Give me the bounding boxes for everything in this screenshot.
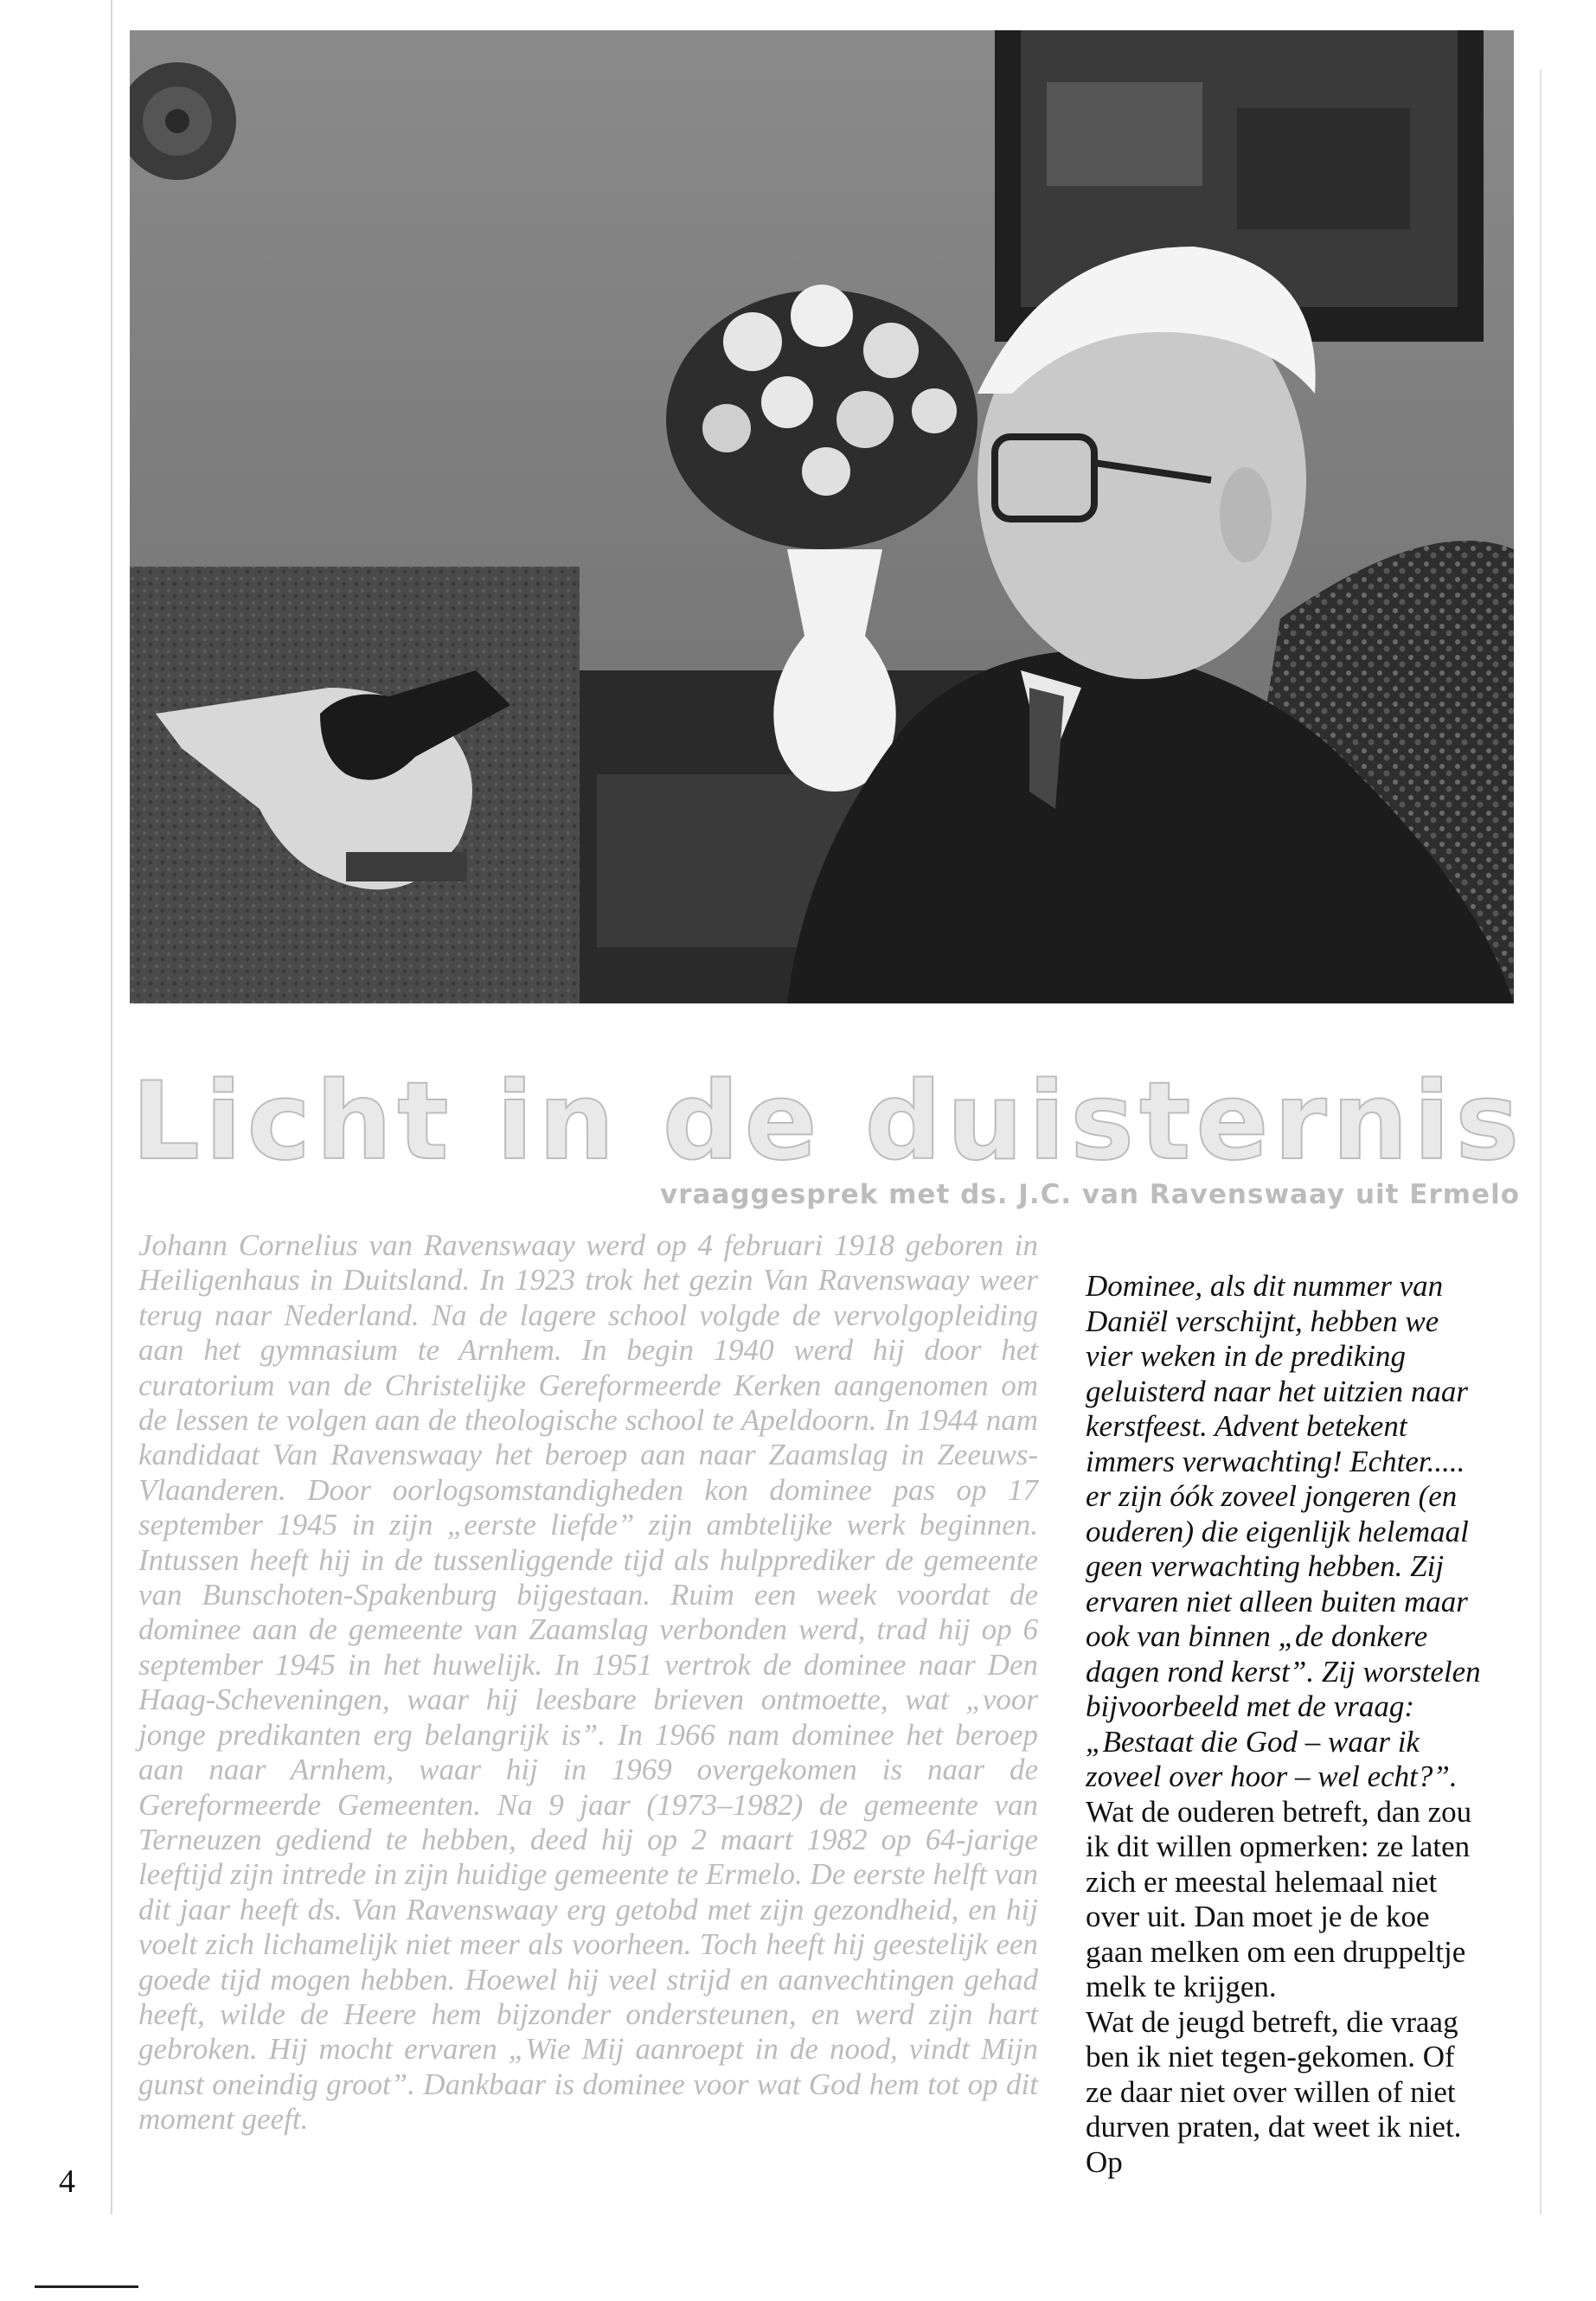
answer-paragraph-2: Wat de jeugd betreft, die vraag ben ik niet tegen-gekomen. Of ze daar niet over willen of niet durven praten, dat weet ik niet. Op bbox=[1086, 2004, 1462, 2179]
bottom-crop-mark bbox=[35, 2285, 138, 2288]
page-number: 4 bbox=[59, 2163, 75, 2200]
left-margin-rule bbox=[111, 0, 112, 2214]
interview-question: Dominee, als dit nummer van Daniël verschijnt, hebben we vier weken in de prediking geluisterd naar het uitzien naar kerstfeest. Advent betekent immers verwachting! Echter..... er zijn óók zoveel jongeren (en ouderen) die eigenlijk helemaal geen verwachting hebben. Zij ervaren niet alleen buiten maar ook van binnen „de donkere dagen rond kerst”. Zij worstelen bijvoorbeeld met de vraag: „Bestaat die God – waar ik zoveel over hoor – wel echt?”. bbox=[1086, 1269, 1481, 1793]
article-subtitle: vraaggesprek met ds. J.C. van Ravenswaay uit Ermelo bbox=[660, 1179, 1520, 1210]
wristwatch-icon bbox=[346, 852, 467, 881]
answer-paragraph-1: Wat de ouderen betreft, dan zou ik dit willen opmerken: ze laten zich er meestal helemaal niet over uit. Dan moet je de koe gaan melken om een druppeltje melk te krijgen. bbox=[1086, 1794, 1472, 2003]
article-title: Licht in de duisternis bbox=[131, 1060, 1525, 1184]
portrait-photo bbox=[130, 30, 1514, 1003]
right-margin-rule bbox=[1540, 69, 1542, 2214]
intro-paragraph: Johann Cornelius van Ravenswaay werd op 4 februari 1918 geboren in Heiligenhaus in Duitsland. In 1923 trok het gezin Van Ravenswaay weer terug naar Nederland. Na de lagere school volgde de vervolgopleiding aan het gymnasium te Arnhem. In begin 1940 werd hij door het curatorium van de Christelijke Gereformeerde Kerken aangenomen om de lessen te volgen aan de theologische school te Apeldoorn. In 1944 nam kandidaat Van Ravenswaay het beroep aan naar Zaamslag in Zeeuws-Vlaanderen. Door oorlogsomstandigheden kon dominee pas op 17 september 1945 in zijn „eerste liefde” zijn ambtelijke werk beginnen. Intussen heeft hij in de tussenliggende tijd als hulpprediker de gemeente van Bunschoten-Spakenburg bijgestaan. Ruim een week voordat de dominee aan de gemeente van Zaamslag verbonden werd, trad hij op 6 september 1945 in het huwelijk. In 1951 vertrok de dominee naar Den Haag-Scheveningen, waar hij leesbare brieven ontmoette, wat „voor jonge predikanten erg belangrijk is”. In 1966 nam dominee het beroep aan naar Arnhem, waar hij in 1969 overgekomen is naar de Gereformeerde Gemeenten. Na 9 jaar (1973–1982) de gemeente van Terneuzen gediend te hebben, deed hij op 2 maart 1982 op 64-jarige leeftijd zijn intrede in zijn huidige gemeente te Ermelo. De eerste helft van dit jaar heeft ds. Van Ravenswaay erg getobd met zijn gezondheid, en hij voelt zich lichamelijk niet meer als voorheen. Toch heeft hij geestelijk een goede tijd mogen hebben. Hoewel hij veel strijd en aanvechtingen gehad heeft, wilde de Heere hem bijzonder ondersteunen, en werd zijn hart gebroken. Hij mocht ervaren „Wie Mij aanroept in de nood, vindt Mijn gunst oneindig groot”. Dankbaar is dominee voor wat God hem tot op dit moment geeft. bbox=[138, 1228, 1038, 2137]
interview-column bbox=[1086, 1269, 1488, 2180]
